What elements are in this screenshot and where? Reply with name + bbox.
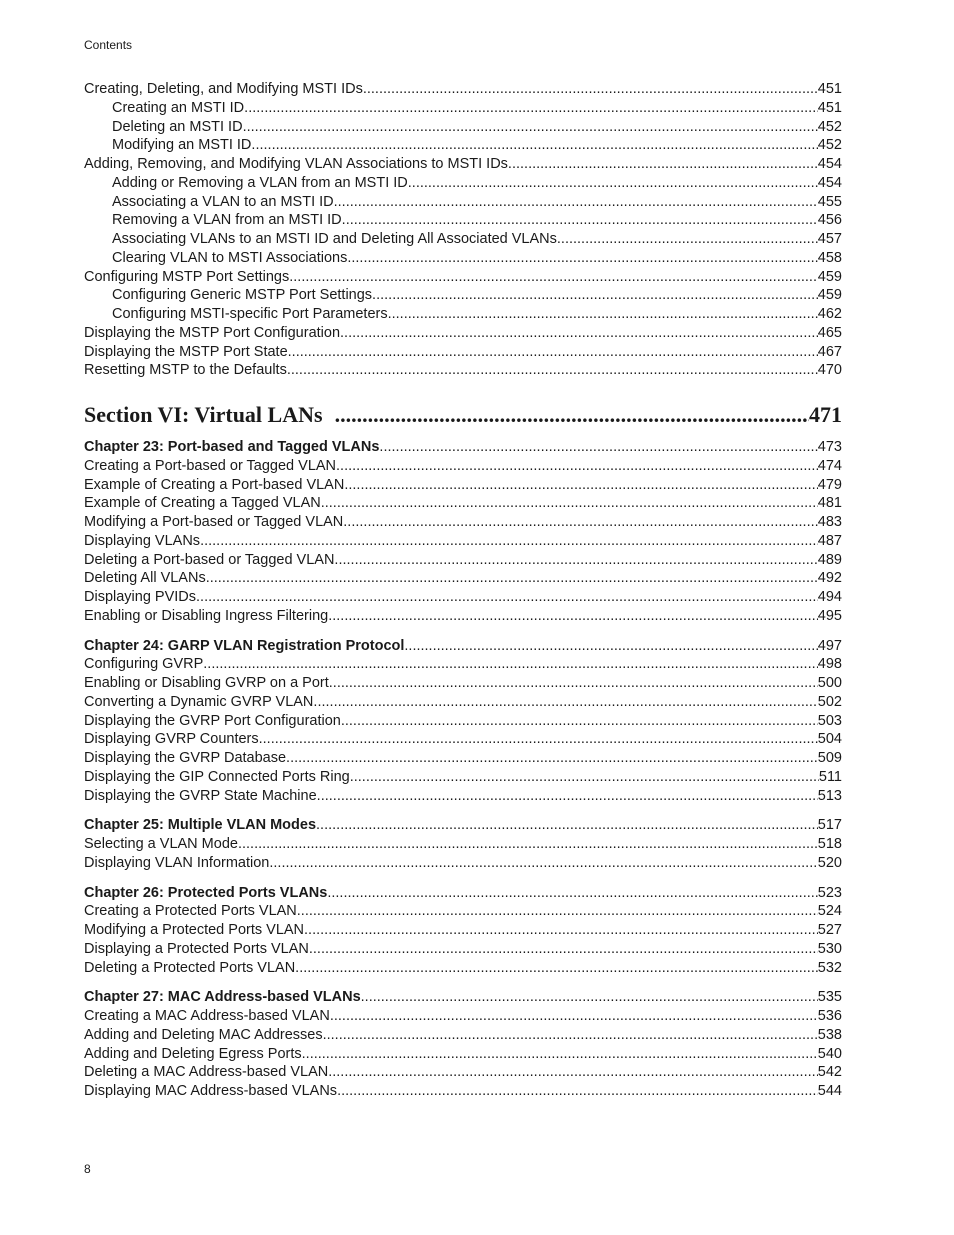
toc-entry-title: Associating a VLAN to an MSTI ID <box>112 193 334 210</box>
dot-leader <box>313 693 817 712</box>
dot-leader <box>316 816 818 835</box>
toc-entry-title: Deleting a Protected Ports VLAN <box>84 959 296 976</box>
toc-entry-title: Displaying VLAN Information <box>84 854 270 871</box>
toc-entry-page: 452 <box>817 137 842 154</box>
toc-entry-page: 470 <box>817 362 842 379</box>
toc-chapter-heading[interactable] <box>84 438 842 457</box>
dot-leader <box>361 988 818 1007</box>
toc-entry-page: 459 <box>817 268 842 285</box>
toc-entry-page: 530 <box>817 940 842 957</box>
toc-entry-title: Associating VLANs to an MSTI ID and Deleting All Associated VLANs <box>112 231 557 247</box>
toc-entry-title: Displaying MAC Address-based VLANs <box>84 1083 338 1099</box>
dot-leader <box>372 286 818 305</box>
toc-entry-page: 498 <box>817 656 842 673</box>
toc-entry-title: Creating a Port-based or Tagged VLAN <box>84 457 337 474</box>
dot-leader <box>244 99 818 118</box>
toc-entry-title: Displaying the GVRP Port Configuration <box>84 712 341 729</box>
toc-entry-page: 451 <box>817 81 842 97</box>
dot-leader <box>321 494 818 513</box>
toc-entry[interactable] <box>84 476 842 495</box>
dot-leader <box>408 174 818 193</box>
toc-entry[interactable] <box>84 959 842 978</box>
toc-entry[interactable] <box>84 787 842 806</box>
dot-leader <box>343 513 818 532</box>
toc-entry-page: 518 <box>817 836 842 852</box>
dot-leader <box>327 884 817 903</box>
toc-entry-page: 454 <box>817 156 842 172</box>
page-number: 8 <box>84 1162 91 1176</box>
toc-chapter-group <box>84 637 842 806</box>
dot-leader <box>335 400 809 430</box>
toc-entry-title: Chapter 23: Port-based and Tagged VLANs <box>84 439 380 455</box>
section-title: Section VI: Virtual LANs <box>84 402 323 427</box>
toc-entry[interactable] <box>84 768 842 787</box>
toc-entry[interactable] <box>84 749 842 768</box>
toc-chapters <box>84 438 842 1101</box>
toc-entry-title: Displaying the GVRP Database <box>84 750 287 766</box>
toc-entry-title: Configuring GVRP <box>84 656 204 673</box>
toc-entry[interactable] <box>84 588 842 607</box>
toc-entry-page: 540 <box>817 1045 842 1062</box>
toc-entry-title: Displaying the GVRP State Machine <box>84 787 317 804</box>
toc-entry-page: 536 <box>817 1008 842 1024</box>
toc-entry[interactable] <box>84 136 842 155</box>
toc-entry-title: Modifying an MSTI ID <box>112 137 252 154</box>
toc-entry[interactable] <box>84 532 842 551</box>
toc-entry-page: 544 <box>817 1083 842 1099</box>
toc-entry[interactable] <box>84 249 842 268</box>
toc-chapter-heading[interactable] <box>84 988 842 1007</box>
dot-leader <box>203 655 818 674</box>
toc-entry-page: 465 <box>817 324 842 341</box>
toc-entry-page: 523 <box>817 884 842 901</box>
toc-entry[interactable] <box>84 211 842 230</box>
toc-entry[interactable] <box>84 513 842 532</box>
toc-entry-page: 459 <box>817 287 842 304</box>
table-of-contents <box>84 80 842 1101</box>
toc-chapter-heading[interactable] <box>84 637 842 656</box>
toc-entry-title: Configuring MSTP Port Settings <box>84 268 290 285</box>
toc-entry-title: Adding or Removing a VLAN from an MSTI ID <box>112 174 408 191</box>
toc-entry-title: Chapter 25: Multiple VLAN Modes <box>84 817 317 834</box>
toc-entry[interactable] <box>84 854 842 873</box>
toc-entry[interactable] <box>84 193 842 212</box>
toc-entry-page: 524 <box>817 903 842 920</box>
dot-leader <box>269 854 817 873</box>
toc-entry[interactable] <box>84 324 842 343</box>
running-header: Contents <box>84 38 133 52</box>
toc-entry-page: 481 <box>817 495 842 512</box>
dot-leader <box>323 1026 818 1045</box>
toc-entry-page: 520 <box>817 854 842 871</box>
toc-entry[interactable] <box>84 1026 842 1045</box>
toc-entry-page: 500 <box>817 675 842 691</box>
toc-entry-title: Configuring Generic MSTP Port Settings <box>112 287 373 304</box>
toc-entry-page: 538 <box>817 1026 842 1043</box>
dot-leader <box>336 457 818 476</box>
dot-leader <box>330 1007 818 1026</box>
toc-entry-title: Selecting a VLAN Mode <box>84 836 238 852</box>
toc-entry[interactable] <box>84 457 842 476</box>
toc-entry-title: Configuring MSTI-specific Port Parameters <box>112 306 388 322</box>
toc-entry-page: 513 <box>817 787 842 804</box>
toc-entry-title: Deleting a Port-based or Tagged VLAN <box>84 551 335 568</box>
dot-leader <box>334 551 817 570</box>
dot-leader <box>557 230 818 249</box>
toc-entry-page: 474 <box>817 457 842 474</box>
toc-entry-title: Example of Creating a Port-based VLAN <box>84 476 345 493</box>
toc-entry-page: 495 <box>817 607 842 624</box>
dot-leader <box>251 136 817 155</box>
toc-entry-title: Adding and Deleting Egress Ports <box>84 1045 302 1062</box>
toc-entry[interactable] <box>84 940 842 959</box>
toc-entry-title: Deleting an MSTI ID <box>112 118 243 135</box>
toc-entry[interactable] <box>84 1063 842 1082</box>
toc-entry-page: 454 <box>817 174 842 191</box>
toc-entry-title: Modifying a Protected Ports VLAN <box>84 922 305 938</box>
toc-entry-page: 492 <box>817 570 842 587</box>
toc-entry-title: Enabling or Disabling Ingress Filtering <box>84 607 329 624</box>
toc-entry-title: Displaying PVIDs <box>84 589 197 605</box>
dot-leader <box>347 249 817 268</box>
toc-chapter-heading[interactable] <box>84 816 842 835</box>
toc-entry-title: Creating, Deleting, and Modifying MSTI IDs <box>84 81 363 97</box>
toc-entry-title: Displaying the MSTP Port State <box>84 343 288 360</box>
toc-entry[interactable] <box>84 569 842 588</box>
toc-entry[interactable] <box>84 902 842 921</box>
toc-chapter-group <box>84 988 842 1101</box>
toc-entry[interactable] <box>84 118 842 137</box>
toc-entry[interactable] <box>84 268 842 287</box>
dot-leader <box>288 343 818 362</box>
toc-entry-page: 509 <box>817 750 842 766</box>
toc-chapter-group <box>84 438 842 626</box>
dot-leader <box>259 730 818 749</box>
dot-leader <box>196 588 818 607</box>
toc-entry[interactable] <box>84 155 842 174</box>
dot-leader <box>304 921 818 940</box>
toc-entry[interactable] <box>84 835 842 854</box>
toc-pre-section-entries <box>84 80 842 380</box>
dot-leader <box>295 959 818 978</box>
toc-entry-page: 458 <box>817 249 842 266</box>
toc-entry-page: 517 <box>817 817 842 834</box>
dot-leader <box>287 361 818 380</box>
toc-entry-page: 527 <box>817 922 842 938</box>
toc-entry-page: 503 <box>817 712 842 729</box>
toc-entry-title: Displaying VLANs <box>84 532 201 549</box>
toc-entry-title: Chapter 26: Protected Ports VLANs <box>84 884 328 901</box>
toc-entry[interactable] <box>84 99 842 118</box>
toc-section-heading[interactable] <box>84 400 842 430</box>
toc-entry[interactable] <box>84 343 842 362</box>
toc-entry[interactable] <box>84 921 842 940</box>
toc-entry-title: Displaying the MSTP Port Configuration <box>84 324 341 341</box>
toc-chapter-group <box>84 816 842 872</box>
dot-leader <box>200 532 818 551</box>
toc-entry-title: Example of Creating a Tagged VLAN <box>84 495 321 512</box>
toc-entry[interactable] <box>84 1082 842 1101</box>
toc-entry[interactable] <box>84 693 842 712</box>
section-page: 471 <box>809 402 842 427</box>
toc-entry-page: 497 <box>817 637 842 654</box>
dot-leader <box>289 268 818 287</box>
toc-entry-page: 456 <box>817 212 842 229</box>
toc-entry-page: 455 <box>817 193 842 210</box>
toc-entry-title: Removing a VLAN from an MSTI ID <box>112 212 342 229</box>
toc-entry[interactable] <box>84 1007 842 1026</box>
toc-entry[interactable] <box>84 1045 842 1064</box>
toc-entry-title: Modifying a Port-based or Tagged VLAN <box>84 514 344 530</box>
dot-leader <box>302 1045 818 1064</box>
toc-entry-page: 489 <box>817 551 842 568</box>
toc-entry-page: 479 <box>817 476 842 493</box>
dot-leader <box>328 1063 818 1082</box>
dot-leader <box>388 305 818 324</box>
toc-entry[interactable] <box>84 674 842 693</box>
toc-entry[interactable] <box>84 174 842 193</box>
toc-entry[interactable] <box>84 361 842 380</box>
toc-entry[interactable] <box>84 607 842 626</box>
toc-entry-title: Displaying a Protected Ports VLAN <box>84 940 309 957</box>
toc-entry-title: Creating a Protected Ports VLAN <box>84 903 297 920</box>
toc-entry-page: 451 <box>817 99 842 116</box>
toc-entry-title: Chapter 27: MAC Address-based VLANs <box>84 989 361 1006</box>
dot-leader <box>508 155 818 174</box>
dot-leader <box>243 118 818 137</box>
toc-entry-title: Clearing VLAN to MSTI Associations <box>112 249 348 266</box>
dot-leader <box>340 324 818 343</box>
dot-leader <box>317 787 818 806</box>
toc-entry-page: 504 <box>817 731 842 748</box>
toc-entry[interactable] <box>84 712 842 731</box>
toc-entry-title: Enabling or Disabling GVRP on a Port <box>84 675 329 691</box>
toc-entry-title: Creating a MAC Address-based VLAN <box>84 1008 330 1024</box>
toc-entry[interactable] <box>84 730 842 749</box>
toc-entry-title: Converting a Dynamic GVRP VLAN <box>84 693 314 710</box>
toc-entry-title: Displaying the GIP Connected Ports Ring <box>84 768 350 785</box>
toc-entry-page: 467 <box>817 343 842 360</box>
toc-entry-page: 483 <box>817 514 842 530</box>
toc-entry-title: Chapter 24: GARP VLAN Registration Protocol <box>84 637 405 654</box>
toc-entry-page: 487 <box>817 532 842 549</box>
toc-entry-page: 462 <box>817 306 842 322</box>
dot-leader <box>329 674 818 693</box>
dot-leader <box>238 835 818 854</box>
dot-leader <box>334 193 818 212</box>
toc-entry[interactable] <box>84 494 842 513</box>
toc-entry-title: Resetting MSTP to the Defaults <box>84 362 287 379</box>
dot-leader <box>404 637 817 656</box>
toc-entry[interactable] <box>84 80 842 99</box>
toc-entry[interactable] <box>84 551 842 570</box>
toc-entry-page: 473 <box>817 439 842 455</box>
toc-entry-page: 532 <box>817 959 842 976</box>
toc-entry-page: 457 <box>817 231 842 247</box>
toc-entry[interactable] <box>84 230 842 249</box>
toc-chapter-heading[interactable] <box>84 884 842 903</box>
dot-leader <box>344 476 817 495</box>
dot-leader <box>341 712 818 731</box>
toc-entry-page: 494 <box>817 589 842 605</box>
toc-chapter-group <box>84 884 842 978</box>
toc-entry-page: 542 <box>817 1064 842 1081</box>
toc-entry-title: Creating an MSTI ID <box>112 99 245 116</box>
toc-entry-title: Adding, Removing, and Modifying VLAN Associations to MSTI IDs <box>84 156 508 172</box>
dot-leader <box>286 749 818 768</box>
toc-entry-page: 535 <box>817 989 842 1006</box>
toc-entry-title: Deleting All VLANs <box>84 570 206 587</box>
dot-leader <box>379 438 817 457</box>
toc-entry-page: 511 <box>818 768 842 785</box>
toc-entry-page: 452 <box>817 118 842 135</box>
dot-leader <box>363 80 818 99</box>
toc-entry-title: Displaying GVRP Counters <box>84 731 259 748</box>
dot-leader <box>337 1082 818 1101</box>
toc-entry-page: 502 <box>817 693 842 710</box>
toc-entry-title: Adding and Deleting MAC Addresses <box>84 1026 323 1043</box>
dot-leader <box>328 607 818 626</box>
toc-entry-title: Deleting a MAC Address-based VLAN <box>84 1064 329 1081</box>
dot-leader <box>309 940 818 959</box>
toc-entry[interactable] <box>84 286 842 305</box>
dot-leader <box>350 768 819 787</box>
dot-leader <box>297 902 818 921</box>
toc-entry[interactable] <box>84 305 842 324</box>
dot-leader <box>342 211 818 230</box>
dot-leader <box>206 569 818 588</box>
toc-entry[interactable] <box>84 655 842 674</box>
